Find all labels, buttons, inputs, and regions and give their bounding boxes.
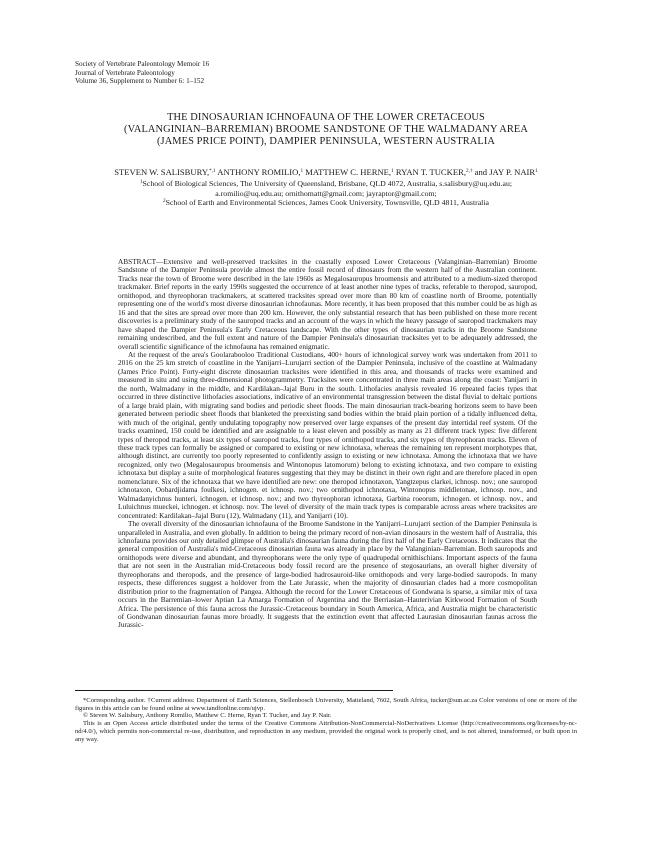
affiliation-2-line-1: School of Earth and Environmental Sciences, James Cook University, Townsville, QLD 4811, Australia xyxy=(165,198,489,208)
author-name: ANTHONY ROMILIO, xyxy=(217,167,301,177)
title-line-3: (JAMES PRICE POINT), DAMPIER PENINSULA, WESTERN AUSTRALIA xyxy=(156,136,496,147)
header-line-memoir: Society of Vertebrate Paleontology Memoir 16 xyxy=(75,60,210,68)
author-name: RYAN T. TUCKER, xyxy=(395,167,467,177)
title-line-1: THE DINOSAURIAN ICHNOFAUNA OF THE LOWER CRETACEOUS xyxy=(167,112,485,123)
affiliation-1 xyxy=(60,179,592,189)
footnote-license: This is an Open Access article distributed under the terms of the Creative Commons Attribution-NonCommercial-NoDerivatives License (http://creativecommons.org/licenses/by-nc-nd/4.0/), which permits non-commercial re-use, distribution, and reproduction in any medium, provided the original work is properly cited, and is not altered, transformed, or built upon in any way. xyxy=(75,720,577,743)
affiliation-1-line-2: a.romilio@uq.edu.au; ornithomatt@gmail.com; jayraptor@gmail.com; xyxy=(215,188,437,198)
affiliation-2 xyxy=(60,198,592,208)
footnote-divider xyxy=(75,690,393,691)
affiliation-superscript: 1 xyxy=(139,179,143,185)
author-superscript: *,1 xyxy=(209,168,216,174)
abstract-paragraph-2: At the request of the area's Goolarabooloo Traditional Custodians, 400+ hours of ichnological survey work was undertaken from 2011 to 2016 on the 25 km stretch of coastline in the Yanijarri–Lurujarri section of the Dampier Peninsula, inclusive of the coastline at Walmadany (James Price Point). Forty-eight discrete dinosaurian tracksites were identified in this area, and thousands of tracks were examined and measured in situ and using three-dimensional photogrammetry. Tracksites were concentrated in three main areas along the coast: Yanijarri in the north, Walmadany in the middle, and Kardilakan–Jajal Buru in the south. Lithofacies analysis revealed 16 repeated facies types that occurred in three distinctive lithofacies associations, indicative of an environmental transgression between the distal fluvial to deltaic portions of a large braid plain, with migrating sand bodies and periodic sheet floods. The main dinosaurian track-bearing horizons seem to have been generated between periodic sheet floods that blanketed the preexisting sand bodies within the braid plain portion of a tidally influenced delta, with much of the original, gently undulating topography now preserved over large expanses of the present day intertidal reef system. Of the tracks examined, 150 could be identified and are assignable to a least eleven and possibly as many as 21 different track types: five different types of theropod tracks, at least six types of sauropod tracks, four types of ornithopod tracks, and six types of thyreophoran tracks. Eleven of these track types can formally be assigned or compared to existing or new ichnotaxa, whereas the remaining ten represent morphotypes that, although distinct, are currently too poorly represented to confidently assign to existing or new ichnotaxa. Among the ichnotaxa that we have recognized, only two (Megalosauropus broomensis and Wintonopus latomorum) belong to existing ichnotaxa, and two compare to existing ichnotaxa but display a suite of morphological features suggesting that they may be distinct in their own right and are therefore placed in open nomenclature. Six of the ichnotaxa that we have identified are new: one theropod ichnotaxon, Yangtzepus clarkei, ichnosp. nov.; one sauropod ichnotaxon, Oobardjidama foulkesi, ichnogen. et ichnosp. nov.; two ornithopod ichnotaxa, Wintonopus middletonae, ichnosp. nov., and Walmadanyichnus hunteri, ichnogen. et ichnosp. nov.; and two thyreophoran ichnotaxa, Garbina roeorum, ichnogen. et ichnosp. nov., and Luluichnus mueckei, ichnogen. et ichnosp. nov. The level of diversity of the main track types is comparable across areas where tracksites are concentrated: Kardilakan–Jajal Buru (12), Walmadany (11), and Yanijarri (10). xyxy=(118,349,537,520)
header-line-journal: Journal of Vertebrate Paleontology xyxy=(75,68,175,77)
affiliations xyxy=(60,179,592,208)
author-superscript: 2,† xyxy=(466,168,473,174)
journal-header xyxy=(75,60,209,86)
affiliation-superscript: 2 xyxy=(163,198,166,205)
author-superscript: 1 xyxy=(535,168,538,174)
abstract-paragraph-3: The overall diversity of the dinosaurian ichnofauna of the Broome Sandstone in the Yanijarri–Lurujarri section of the Dampier Peninsula is unparalleled in Australia, and even globally. In addition to being the primary record of non-avian dinosaurs in the western half of Australia, this ichnofauna provides our only detailed glimpse of Australia's dinosaurian fauna during the first half of the Early Cretaceous. It indicates that the general composition of Australia's mid-Cretaceous dinosaurian fauna was already in place by the Valanginian–Barremian. Both sauropods and ornithopods were diverse and abundant, and thyreophorans were the only type of quadrupedal ornithischians. Important aspects of the fauna that are not seen in the Australian mid-Cretaceous body fossil record are the presence of stegosaurians, an overall higher diversity of thyreophorans and theropods, and the presence of large-bodied hadrosauroid-like ornithopods and very large-bodied sauropods. In many respects, these differences suggest a holdover from the Late Jurassic, when the majority of dinosaurian clades had a more cosmopolitan distribution prior to the fragmentation of Pangea. Although the record for the Lower Cretaceous of Gondwana is sparse, a similar mix of taxa occurs in the Barremian–lower Aptian La Amarga Formation of Argentina and the Berriasian–Hauterivian Kirkwood Formation of South Africa. The persistence of this fauna across the Jurassic-Cretaceous boundary in South America, Africa, and Australia might be characteristic of Gondwanan dinosaurian faunas more broadly. It suggests that the extinction event that affected Laurasian dinosaurian faunas across the Jurassic- xyxy=(118,519,537,630)
article-title xyxy=(60,112,592,148)
author-name: and JAY P. NAIR xyxy=(474,167,536,177)
author-superscript: 1 xyxy=(300,168,304,174)
footnotes xyxy=(75,697,577,743)
author-name: STEVEN W. SALISBURY, xyxy=(114,167,210,177)
title-line-2: (VALANGINIAN–BARREMIAN) BROOME SANDSTONE OF THE WALMADANY AREA xyxy=(124,124,528,135)
footnote-copyright: © Steven W. Salisbury, Anthony Romilio, Matthew C. Herne, Ryan T. Tucker, and Jay P. Nair. xyxy=(83,712,332,720)
abstract-paragraph-1: ABSTRACT—Extensive and well-preserved tracksites in the coastally exposed Lower Cretaceous (Valanginian–Barremian) Broome Sandstone of the Dampier Peninsula provide almost the entire fossil record of dinosaurs from the western half of the Australian continent. Tracks near the town of Broome were described in the late 1960s as Megalosauropus broomensis and attributed to a medium-sized theropod trackmaker. Brief reports in the early 1990s suggested the occurrence of at least another nine types of tracks, referable to theropod, sauropod, ornithopod, and thyreophoran trackmakers, at scattered tracksites spread over more than 80 km of coastline north of Broome, potentially representing one of the world's most diverse dinosaurian ichnofaunas. More recently, it has been proposed that this number could be as high as 16 and that the sites are spread over more than 200 km. However, the only substantial research that has been published on these more recent discoveries is a preliminary study of the sauropod tracks and an account of the ways in which the heavy passage of sauropod trackmakers may have shaped the Dampier Peninsula's Early Cretaceous landscape. With the other types of dinosaurian tracks in the Broome Sandstone remaining undescribed, and the full extent and nature of the Dampier Peninsula's dinosaurian tracksites yet to be adequately addressed, the overall scientific significance of the ichnofauna has remained enigmatic. xyxy=(118,257,537,351)
affiliation-1-line-1: School of Biological Sciences, The University of Queensland, Brisbane, QLD 4072, Australia, s.salisbury@uq.edu.au; xyxy=(142,179,513,188)
author-list xyxy=(60,167,592,177)
header-line-volume: Volume 36, Supplement to Number 6: 1–152 xyxy=(75,77,205,86)
abstract xyxy=(118,258,537,630)
footnote-corresponding: *Corresponding author. †Current address: Department of Earth Sciences, Stellenbosch University, Matieland, 7602, South Africa, tucker@sun.ac.za Color versions of one or more of the figures in this article can be found online at www.tandfonline.com/ujvp. xyxy=(75,697,577,712)
author-name: MATTHEW C. HERNE, xyxy=(305,167,392,177)
author-superscript: 1 xyxy=(391,168,394,174)
